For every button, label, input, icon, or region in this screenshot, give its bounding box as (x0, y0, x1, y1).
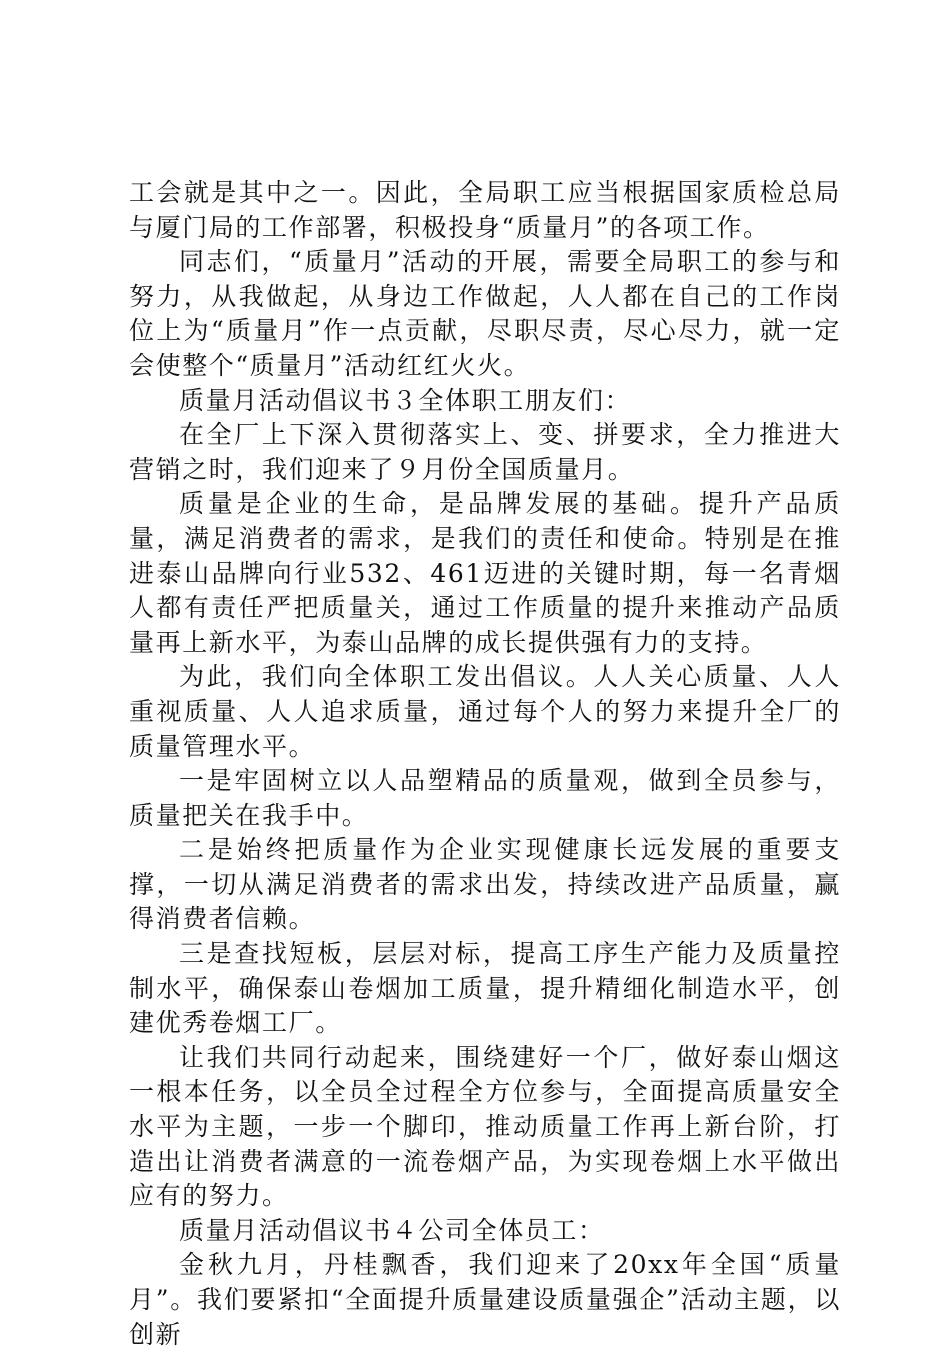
document-body (129, 176, 841, 1352)
paragraph-quality-life: 质量是企业的生命，是品牌发展的基础。提升产品质量，满足消费者的需求，是我们的责任和使命。特别是在推进泰山品牌向行业532、461迈进的关键时期，每一名青烟人都有责任严把质量关，通过工作质量的提升来推动产品质量再上新水平，为泰山品牌的成长提供强有力的支持。 (129, 489, 841, 657)
paragraph-point-3: 三是查找短板，层层对标，提高工序生产能力及质量控制水平，确保泰山卷烟加工质量，提升精细化制造水平，创建优秀卷烟工厂。 (129, 939, 841, 1038)
paragraph-proposal: 为此，我们向全体职工发出倡议。人人关心质量、人人重视质量、人人追求质量，通过每个人的努力来提升全厂的质量管理水平。 (129, 662, 841, 761)
paragraph-continued: 工会就是其中之一。因此，全局职工应当根据国家质检总局与厦门局的工作部署，积极投身“质量月”的各项工作。 (129, 178, 841, 242)
paragraph-intro-3: 在全厂上下深入贯彻落实上、变、拼要求，全力推进大营销之时，我们迎来了９月份全国质量月。 (129, 420, 841, 484)
paragraph-heading-3: 质量月活动倡议书３全体职工朋友们： (179, 385, 632, 415)
paragraph-point-1: 一是牢固树立以人品塑精品的质量观，做到全员参与，质量把关在我手中。 (129, 766, 841, 830)
paragraph-heading-4: 质量月活动倡议书４公司全体员工： (179, 1215, 605, 1245)
paragraph-point-2: 二是始终把质量作为企业实现健康长远发展的重要支撑，一切从满足消费者的需求出发，持续改进产品质量，赢得消费者信赖。 (129, 835, 841, 934)
paragraph-comrades: 同志们，“质量月”活动的开展，需要全局职工的参与和努力，从我做起，从身边工作做起，人人都在自己的工作岗位上为“质量月”作一点贡献，尽职尽责，尽心尽力，就一定会使整个“质量月”活动红红火火。 (129, 247, 841, 380)
paragraph-intro-4: 金秋九月，丹桂飘香，我们迎来了20xx年全国“质量月”。我们要紧扣“全面提升质量建设质量强企”活动主题，以创新 (129, 1250, 841, 1349)
paragraph-call-to-action: 让我们共同行动起来，围绕建好一个厂，做好泰山烟这一根本任务，以全员全过程全方位参与，全面提高质量安全水平为主题，一步一个脚印，推动质量工作再上新台阶，打造出让消费者满意的一流卷烟产品，为实现卷烟上水平做出应有的努力。 (129, 1042, 841, 1211)
